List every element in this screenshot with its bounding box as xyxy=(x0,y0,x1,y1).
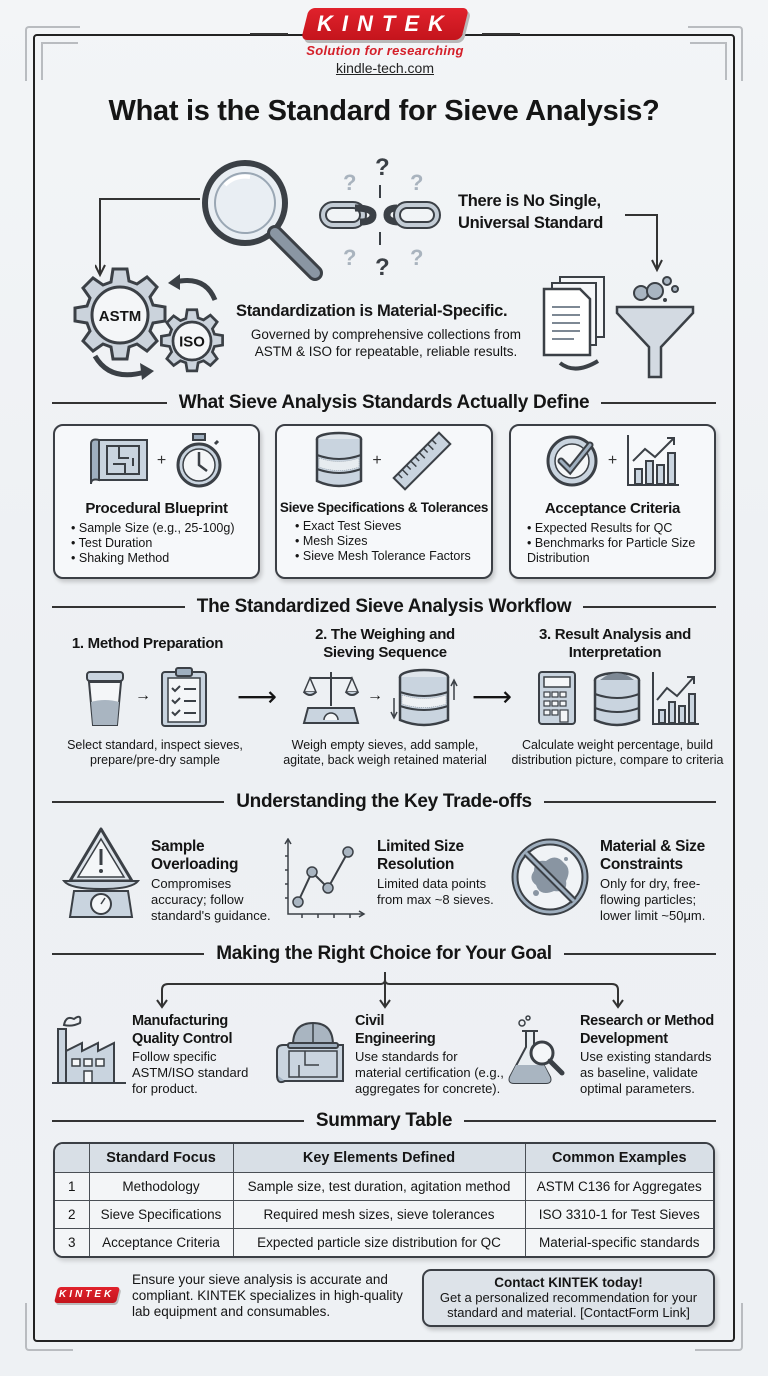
table-cell: Acceptance Criteria xyxy=(89,1228,233,1256)
column-header: Common Examples xyxy=(525,1144,713,1172)
section-heading-define: What Sieve Analysis Standards Actually Define xyxy=(52,392,716,414)
table-header-row xyxy=(55,1144,713,1172)
no-universal-standard-text: There is No Single, Universal Standard xyxy=(458,192,603,232)
calculator-icon xyxy=(537,670,577,726)
tradeoff-title: Limited Size Resolution xyxy=(377,838,464,873)
table-cell: Methodology xyxy=(89,1172,233,1200)
stopwatch-icon xyxy=(174,433,224,489)
section-heading-workflow: The Standardized Sieve Analysis Workflow xyxy=(52,596,716,618)
divider xyxy=(52,402,167,404)
card-list xyxy=(277,519,491,564)
list-item: • Benchmarks for Particle Size Distribution xyxy=(527,536,714,566)
table-cell: Sieve Specifications xyxy=(89,1200,233,1228)
list-item: • Sample Size (e.g., 25-100g) xyxy=(71,521,258,536)
tradeoff-title: Material & Size Constraints xyxy=(600,838,705,873)
line-chart-icon xyxy=(284,838,366,920)
arrow-icon: ⟶ xyxy=(237,681,278,712)
brand-tagline: Solution for researching xyxy=(306,43,464,58)
list-item: • Test Duration xyxy=(71,536,258,551)
plus-sign: + xyxy=(607,452,618,469)
cta-body: Get a personalized recommendation for your standard and material. [ContactForm Link] xyxy=(439,1290,698,1320)
iso-gear-icon xyxy=(158,307,226,375)
workflow-step-title: 2. The Weighing and Sieving Sequence xyxy=(315,626,455,661)
choice-title: Manufacturing Quality Control xyxy=(132,1013,233,1047)
svg-text:ASTM: ASTM xyxy=(98,308,142,325)
magnifier-icon xyxy=(195,155,330,285)
divider xyxy=(52,801,224,803)
page-title: What is the Standard for Sieve Analysis? xyxy=(108,95,660,127)
warning-scale-icon xyxy=(62,825,140,923)
table-cell: Required mesh sizes, sieve tolerances xyxy=(233,1200,525,1228)
workflow-step-desc: Weigh empty sieves, add sample, agitate, back weigh retained material xyxy=(283,738,487,767)
intro-body: Governed by comprehensive collections from ASTM & ISO for repeatable, reliable results. xyxy=(250,327,522,359)
footer-text: Ensure your sieve analysis is accurate and compliant. KINTEK specializes in high-quality lab equipment and consumables. xyxy=(132,1272,403,1319)
list-item: • Sieve Mesh Tolerance Factors xyxy=(295,549,491,564)
list-item: • Expected Results for QC xyxy=(527,521,714,536)
intro-heading: Standardization is Material-Specific. xyxy=(236,302,508,320)
table-cell: Sample size, test duration, agitation method xyxy=(233,1172,525,1200)
choice-desc: Follow specific ASTM/ISO standard for product. xyxy=(132,1049,249,1096)
column-header: Key Elements Defined xyxy=(233,1144,525,1172)
flow-arrow-icon xyxy=(625,213,665,273)
divider xyxy=(544,801,716,803)
table-cell: 1 xyxy=(55,1172,89,1200)
arrow-icon: → xyxy=(367,687,383,704)
define-card-procedural xyxy=(53,424,260,579)
divider xyxy=(564,953,716,955)
summary-table xyxy=(53,1142,715,1258)
ruler-icon xyxy=(390,429,454,493)
plus-sign: + xyxy=(372,452,382,469)
card-list xyxy=(511,521,714,566)
table-cell: ASTM C136 for Aggregates xyxy=(525,1172,713,1200)
table-row xyxy=(55,1200,713,1228)
divider xyxy=(482,33,520,35)
column-header: Standard Focus xyxy=(89,1144,233,1172)
branch-arrows-icon xyxy=(150,970,630,1010)
cta-title: Contact KINTEK today! xyxy=(494,1275,643,1290)
plus-sign: + xyxy=(156,452,167,469)
divider xyxy=(601,402,716,404)
brand-url-link[interactable]: kindle-tech.com xyxy=(335,60,435,76)
table-cell: ISO 3310-1 for Test Sieves xyxy=(525,1200,713,1228)
list-item: • Exact Test Sieves xyxy=(295,519,491,534)
table-cell: Expected particle size distribution for QC xyxy=(233,1228,525,1256)
table-row xyxy=(55,1228,713,1256)
intro-section xyxy=(40,145,730,390)
choice-desc: Use existing standards as baseline, validate optimal parameters. xyxy=(580,1049,712,1096)
kintek-logo-badge: KINTEK xyxy=(301,8,469,40)
balance-scale-icon xyxy=(302,668,360,728)
svg-text:?: ? xyxy=(343,170,357,195)
workflow-step-desc: Calculate weight percentage, build distribution picture, compare to criteria xyxy=(511,738,724,767)
tradeoff-desc: Only for dry, free-flowing particles; lower limit ~50μm. xyxy=(600,876,706,923)
svg-text:?: ? xyxy=(375,254,390,280)
define-card-sieve-specs xyxy=(275,424,493,579)
helmet-blueprint-icon xyxy=(275,1015,347,1087)
list-item: • Mesh Sizes xyxy=(295,534,491,549)
choice-title: Civil Engineering xyxy=(355,1013,436,1047)
section-heading-summary: Summary Table xyxy=(52,1110,716,1132)
table-cell: Material-specific standards xyxy=(525,1228,713,1256)
svg-text:?: ? xyxy=(375,154,390,181)
growth-chart-icon xyxy=(651,670,701,726)
divider xyxy=(464,1120,716,1122)
arrow-icon: → xyxy=(135,687,151,704)
card-title: Sieve Specifications & Tolerances xyxy=(279,500,489,515)
brand-logo xyxy=(290,8,480,76)
cycle-arrow-icon xyxy=(90,350,160,386)
sieve-icon xyxy=(314,431,364,491)
factory-icon xyxy=(52,1013,126,1085)
tradeoff-desc: Compromises accuracy; follow standard's guidance. xyxy=(151,876,271,923)
clipboard-checklist-icon xyxy=(160,666,208,728)
flask-magnifier-icon xyxy=(506,1015,576,1085)
table-cell: 2 xyxy=(55,1200,89,1228)
define-card-acceptance xyxy=(509,424,716,579)
footer-logo: KINTEK xyxy=(56,1287,118,1303)
tradeoff-title: Sample Overloading xyxy=(151,838,239,873)
list-item: • Shaking Method xyxy=(71,551,258,566)
divider xyxy=(52,953,204,955)
card-title: Acceptance Criteria xyxy=(544,500,681,517)
tradeoff-desc: Limited data points from max ~8 sieves. xyxy=(377,876,494,907)
svg-text:ISO: ISO xyxy=(179,333,205,351)
sieve-stack-icon xyxy=(390,668,458,730)
card-list xyxy=(55,521,258,566)
sieve-with-sample-icon xyxy=(592,668,642,728)
table-row xyxy=(55,1172,713,1200)
prohibited-particles-icon xyxy=(510,837,590,917)
bar-chart-icon xyxy=(625,433,681,489)
documents-icon xyxy=(540,275,610,375)
column-header xyxy=(55,1144,89,1172)
workflow-step-desc: Select standard, inspect sieves, prepare/pre-dry sample xyxy=(67,738,243,767)
funnel-icon xyxy=(615,275,695,380)
svg-text:?: ? xyxy=(410,245,424,270)
svg-text:?: ? xyxy=(343,245,357,270)
blueprint-icon xyxy=(89,436,149,486)
section-heading-choice: Making the Right Choice for Your Goal xyxy=(52,943,716,965)
workflow-step-title: 3. Result Analysis and Interpretation xyxy=(538,626,692,661)
section-heading-tradeoffs: Understanding the Key Trade-offs xyxy=(52,791,716,813)
contact-cta-button[interactable] xyxy=(422,1269,715,1327)
divider xyxy=(52,1120,304,1122)
checkmark-icon xyxy=(544,433,600,489)
card-title: Procedural Blueprint xyxy=(85,500,228,517)
broken-chain-icon xyxy=(315,150,455,280)
sample-jar-icon xyxy=(85,670,125,728)
divider xyxy=(250,33,288,35)
table-cell: 3 xyxy=(55,1228,89,1256)
cycle-arrow-icon xyxy=(160,270,220,306)
choice-title: Research or Method Development xyxy=(580,1013,714,1047)
svg-text:?: ? xyxy=(410,170,424,195)
arrow-icon: ⟶ xyxy=(472,681,513,712)
workflow-step-title: 1. Method Preparation xyxy=(71,635,224,652)
divider xyxy=(583,606,716,608)
choice-desc: Use standards for material certification (e.g., aggregates for concrete). xyxy=(355,1049,504,1096)
divider xyxy=(52,606,185,608)
